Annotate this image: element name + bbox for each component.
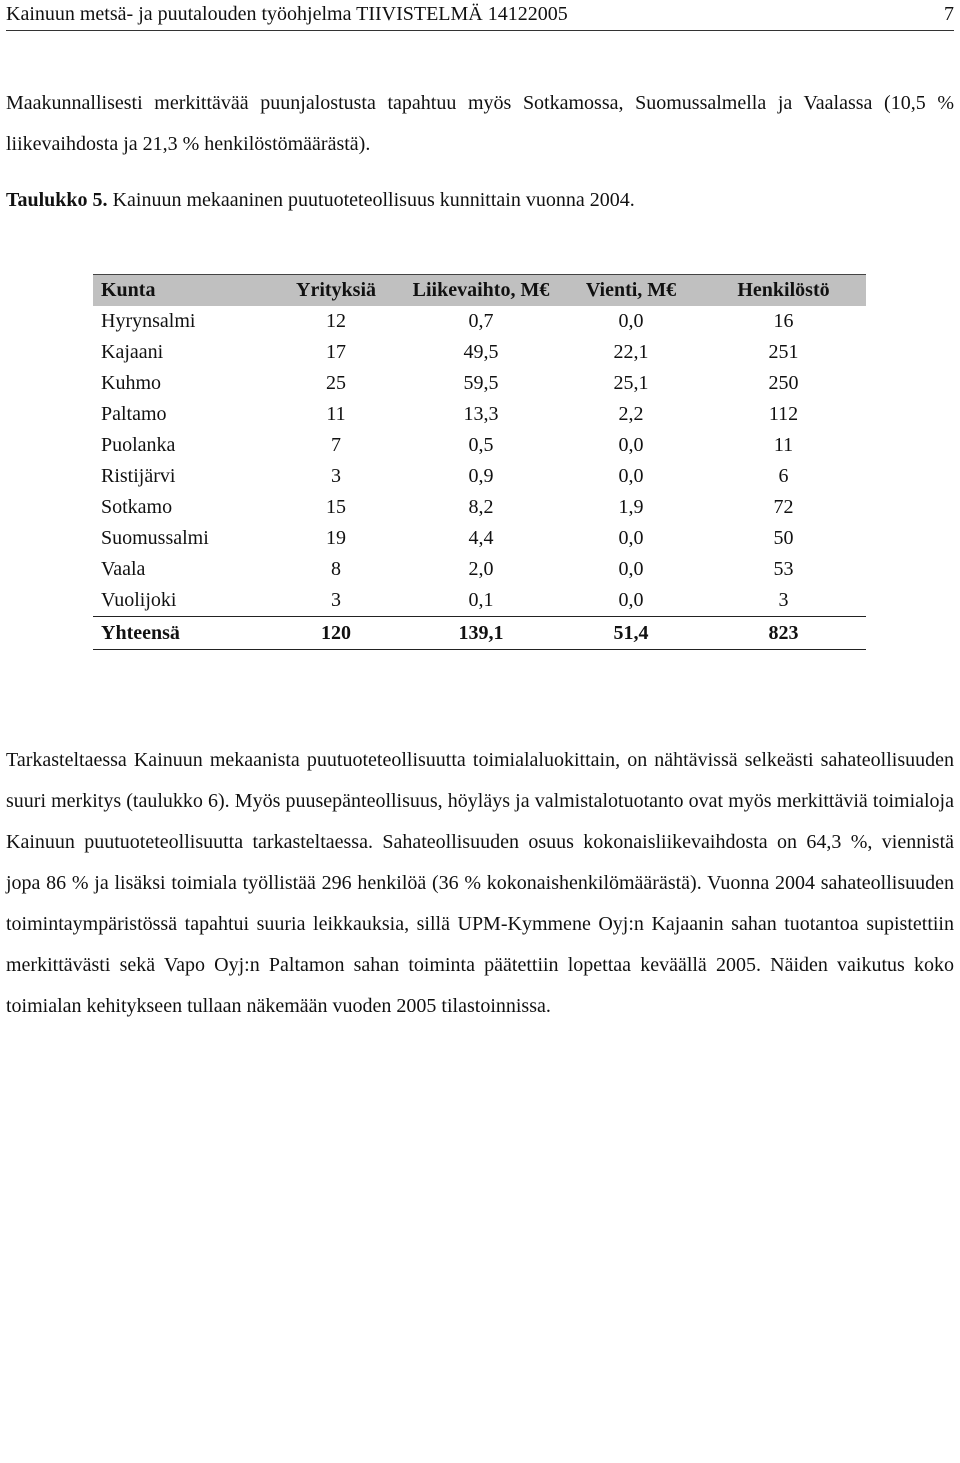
body-paragraph: Tarkasteltaessa Kainuun mekaanista puutuoteteollisuutta toimialaluokittain, on nähtävissä selkeästi sahateollisuuden suuri merkitys (taulukko 6). Myös puusepänteollisuus, höyläys ja valmistalotuotanto ovat myös merkittäviä toimialoja Kainuun puutuoteteollisuutta tarkasteltaessa. Sahateollisuuden osuus kokonaisliikevaihdosta on 64,3 %, viennistä jopa 86 % ja lisäksi toimiala työllistää 296 henkilöä (36 % kokonaishenkilömäärästä). Vuonna 2004 sahateollisuuden toimintaympäristössä tapahtui suuria leikkauksia, sillä UPM-Kymmene Oyj:n Kajaanin sahan tuotantoa supistettiin merkittävästi sekä Vapo Oyj:n Paltamon sahan toiminta päätettiin lopettaa keväällä 2005. Näiden vaikutus koko toimialan kehitykseen tullaan näkemään vuoden 2005 tilastoinnissa. (6, 749, 954, 1017)
table-caption (6, 186, 635, 214)
table-cell: 0,7 (468, 310, 494, 332)
total-cell: 823 (701, 617, 866, 650)
table-cell: 19 (326, 527, 346, 549)
table-cell: 7 (331, 434, 341, 456)
table-cell: Hyrynsalmi (101, 310, 196, 332)
column-header-yrityksia: Yrityksiä (271, 275, 401, 307)
table-cell: 0,0 (561, 585, 701, 617)
table-row (93, 585, 866, 617)
table-cell: 11 (773, 434, 794, 456)
table-cell: Kajaani (101, 341, 164, 363)
table-cell: 112 (768, 403, 799, 425)
table-cell: 59,5 (463, 372, 499, 394)
table-cell: Vuolijoki (93, 585, 271, 617)
table-cell: 2,0 (468, 558, 494, 580)
table-cell: 0,0 (618, 527, 644, 549)
table-cell: Ristijärvi (101, 465, 176, 487)
table-cell: 25 (326, 372, 346, 394)
table-cell: 3 (271, 585, 401, 617)
data-table (93, 274, 866, 650)
table-cell: 0,0 (618, 465, 644, 487)
table-cell: 12 (326, 310, 346, 332)
table-cell: 22,1 (613, 341, 649, 363)
table-header-row (93, 275, 866, 307)
table-row (93, 399, 866, 430)
intro-paragraph: Maakunnallisesti merkittävää puunjalostusta tapahtuu myös Sotkamossa, Suomussalmella ja Vaalassa (10,5 % liikevaihdosta ja 21,3 % henkilöstömäärästä). (6, 92, 954, 155)
table-cell: 13,3 (463, 403, 499, 425)
table-cell: 4,4 (468, 527, 494, 549)
total-cell: Yhteensä (93, 617, 271, 650)
column-header-kunta: Kunta (93, 275, 271, 307)
table-row (93, 337, 866, 368)
table-cell: 6 (778, 465, 789, 487)
table-cell: Puolanka (101, 434, 176, 456)
table-row (93, 461, 866, 492)
table-cell: 11 (326, 403, 346, 425)
document-title: Kainuun metsä- ja puutalouden työohjelma TIIVISTELMÄ 14122005 (6, 3, 568, 25)
table-cell: Sotkamo (101, 496, 173, 518)
total-cell: 139,1 (401, 617, 561, 650)
table-cell: Vaala (101, 558, 146, 580)
column-header-liikevaihto: Liikevaihto, M€ (401, 275, 561, 307)
table-cell: 0,0 (618, 310, 644, 332)
table-cell: 0,9 (468, 465, 494, 487)
table-row (93, 368, 866, 399)
table-cell: 8 (331, 558, 341, 580)
table-cell: 50 (773, 527, 794, 549)
table-cell: 25,1 (613, 372, 649, 394)
table-cell: 251 (768, 341, 799, 363)
table-cell: 0,0 (618, 434, 644, 456)
table-cell: 250 (768, 372, 799, 394)
table-cell: 72 (773, 496, 794, 518)
table-cell: 49,5 (463, 341, 499, 363)
page-header (6, 0, 954, 31)
table-cell: 0,5 (468, 434, 494, 456)
table-cell: 15 (326, 496, 346, 518)
column-header-henkilosto: Henkilöstö (701, 275, 866, 307)
table-row (93, 430, 866, 461)
table-cell: Kuhmo (101, 372, 161, 394)
table-cell: 3 (331, 465, 341, 487)
table-cell: 2,2 (618, 403, 644, 425)
table-row (93, 306, 866, 337)
table-cell: 1,9 (618, 496, 644, 518)
table-cell: 16 (773, 310, 794, 332)
table-cell: 17 (326, 341, 346, 363)
table-cell: Paltamo (101, 403, 167, 425)
page-number: 7 (944, 3, 954, 25)
column-header-vienti: Vienti, M€ (561, 275, 701, 307)
total-cell: 51,4 (561, 617, 701, 650)
table-caption-label: Taulukko 5. (6, 189, 108, 211)
total-cell: 120 (271, 617, 401, 650)
table-row (93, 523, 866, 554)
table-cell: 53 (773, 558, 794, 580)
table-cell: Suomussalmi (101, 527, 209, 549)
table-row (93, 492, 866, 523)
table-cell: 8,2 (468, 496, 494, 518)
table-caption-text: Kainuun mekaaninen puutuoteteollisuus kunnittain vuonna 2004. (107, 189, 635, 211)
table-cell: 0,1 (401, 585, 561, 617)
table-cell: 3 (701, 585, 866, 617)
table-row (93, 554, 866, 585)
table-cell: 0,0 (618, 558, 644, 580)
table-total-row (93, 617, 866, 650)
